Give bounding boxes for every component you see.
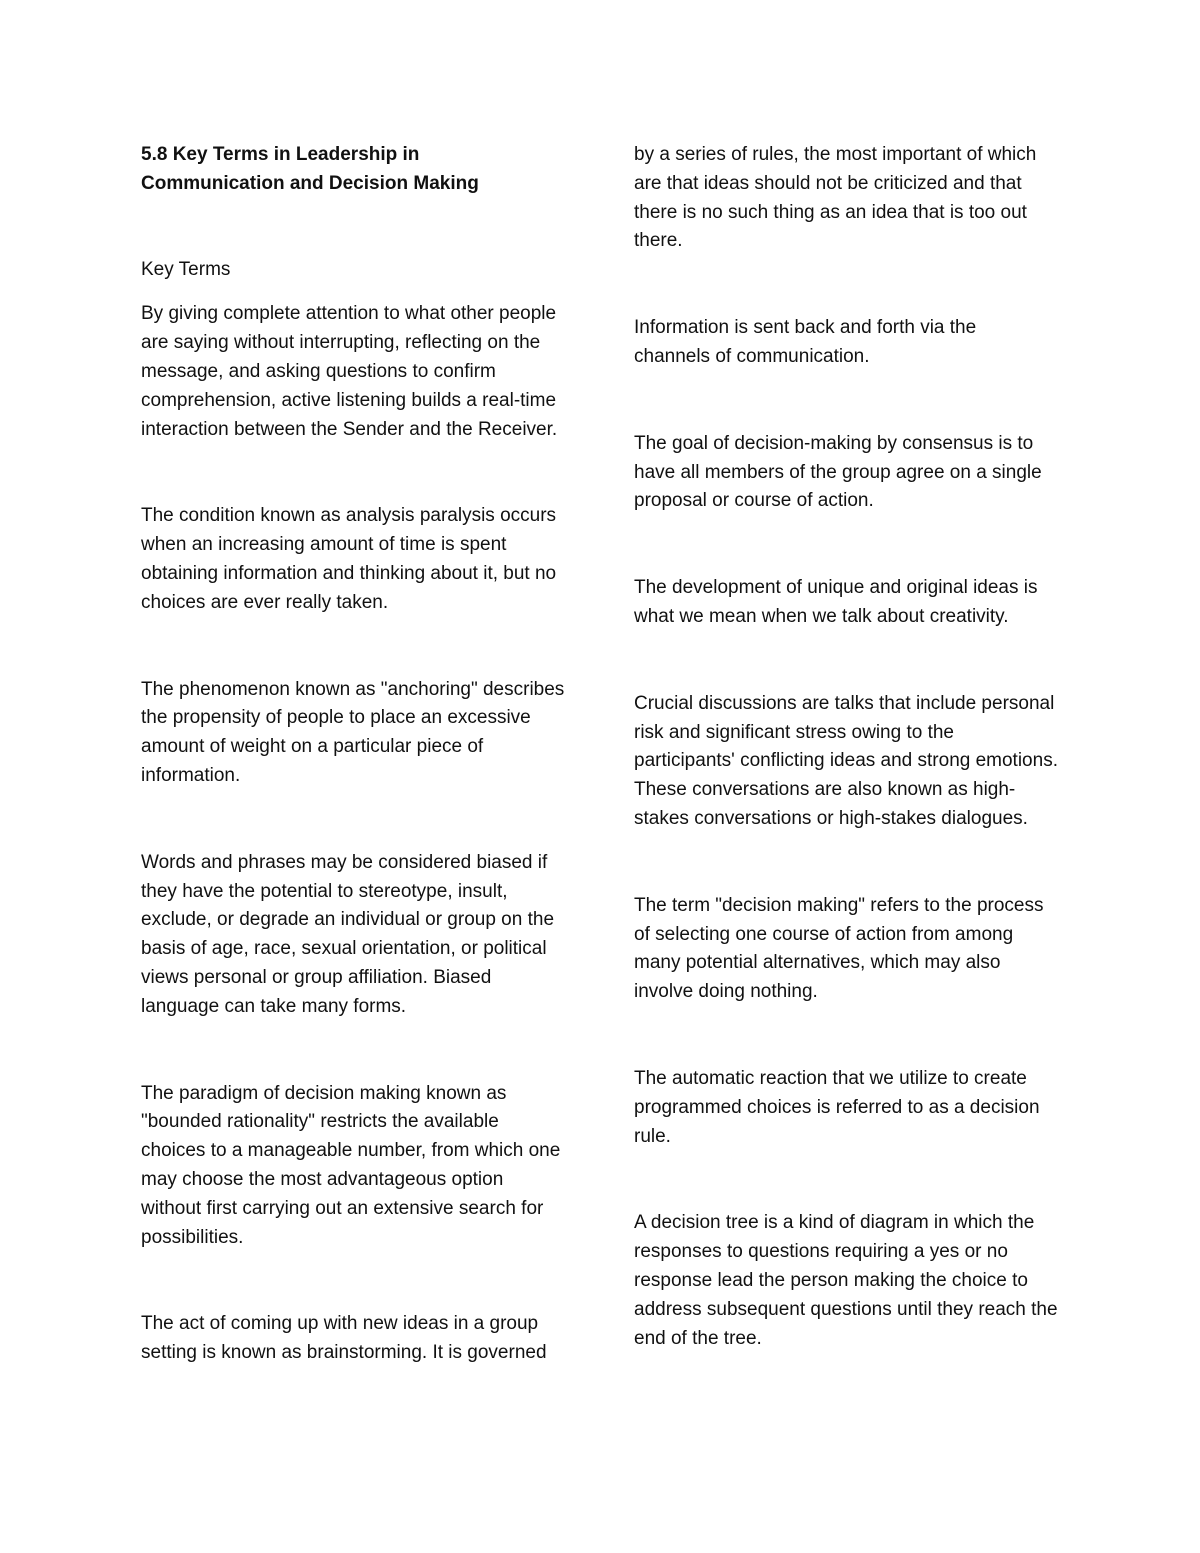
paragraph-active-listening: By giving complete attention to what other people are saying without interrupting, reflecting on the message, and asking questions to confirm comprehension, active listening builds a real-time interaction between the Sender and the Receiver. [141,303,558,440]
paragraph-biased-language: Words and phrases may be considered biased if they have the potential to stereotype, insult, exclude, or degrade an individual or group on the basis of age, race, sexual orientation, or political views personal or group affiliation. Biased language can take many forms. [141,851,555,1017]
right-column [634,141,1074,1353]
paragraph-channels: Information is sent back and forth via the channels of communication. [634,317,977,367]
document-title: 5.8 Key Terms in Leadership in Communication and Decision Making [141,144,479,194]
paragraph-brainstorming-continued: by a series of rules, the most important of which are that ideas should not be criticized and that there is no such thing as an idea that is too out there. [634,144,1037,252]
paragraph-crucial-discussions: Crucial discussions are talks that include personal risk and significant stress owing to the participants' conflicting ideas and strong emotions. These conversations are also known as high-stakes conversations or high-stakes dialogues. [634,692,1058,829]
paragraph-decision-tree: A decision tree is a kind of diagram in which the responses to questions requiring a yes or no response lead the person making the choice to address subsequent questions until they reach the end of the tree. [634,1212,1058,1349]
paragraph-anchoring: The phenomenon known as "anchoring" describes the propensity of people to place an excessive amount of weight on a particular piece of information. [141,678,565,786]
paragraph-decision-making: The term "decision making" refers to the process of selecting one course of action from among many potential alternatives, which may also involve doing nothing. [634,894,1044,1003]
paragraph-consensus: The goal of decision-making by consensus is to have all members of the group agree on a single proposal or course of action. [634,432,1042,512]
paragraph-bounded-rationality: The paradigm of decision making known as "bounded rationality" restricts the available choices to a manageable number, from which one may choose the most advantageous option without first carrying out an extensive search for possibilities. [141,1082,561,1248]
paragraph-creativity: The development of unique and original ideas is what we mean when we talk about creativity. [634,577,1038,627]
key-terms-heading: Key Terms [141,258,231,280]
paragraph-analysis-paralysis: The condition known as analysis paralysis occurs when an increasing amount of time is spent obtaining information and thinking about it, but no choices are ever really taken. [141,505,557,613]
left-column [141,141,581,1368]
paragraph-decision-rule: The automatic reaction that we utilize to create programmed choices is referred to as a decision rule. [634,1067,1040,1147]
paragraph-brainstorming: The act of coming up with new ideas in a group setting is known as brainstorming. It is governed [141,1313,547,1364]
